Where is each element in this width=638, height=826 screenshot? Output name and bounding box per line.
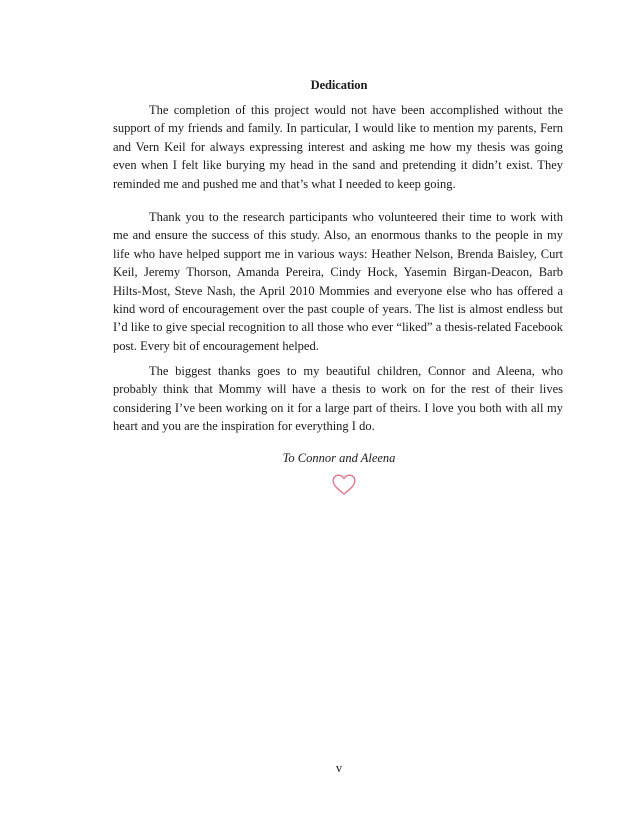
dedication-closing: To Connor and Aleena <box>282 451 396 465</box>
dedication-paragraph-3: The biggest thanks goes to my beautiful children, Connor and Aleena, who probably think that Mommy will have a thesis to work on for the rest of their lives considering I’ve been working on it for a large part of theirs. I love you both with all my heart and you are the inspiration for everything I do. <box>113 364 563 434</box>
page-number: v <box>335 761 343 775</box>
dedication-title: Dedication <box>310 78 368 92</box>
heart-icon <box>331 472 357 498</box>
dedication-paragraph-2: Thank you to the research participants who volunteered their time to work with me and ensure the success of this study. Also, an enormous thanks to the people in my life who have helped support me in various ways: Heather Nelson, Brenda Baisley, Curt Keil, Jeremy Thorson, Amanda Pereira, Cindy Hock, Yasemin Birgan-Deacon, Barb Hilts-Most, Steve Nash, the April 2010 Mommies and everyone else who has offered a kind word of encouragement over the past couple of years. The list is almost endless but I’d like to give special recognition to all those who ever “liked” a thesis-related Facebook post. Every bit of encouragement helped. <box>113 210 563 353</box>
dedication-paragraph-1: The completion of this project would not have been accomplished without the support of my friends and family. In particular, I would like to mention my parents, Fern and Vern Keil for always expressing interest and asking me how my thesis was going even when I felt like burying my head in the sand and pretending it didn’t exist. They reminded me and pushed me and that’s what I needed to keep going. <box>113 103 563 191</box>
